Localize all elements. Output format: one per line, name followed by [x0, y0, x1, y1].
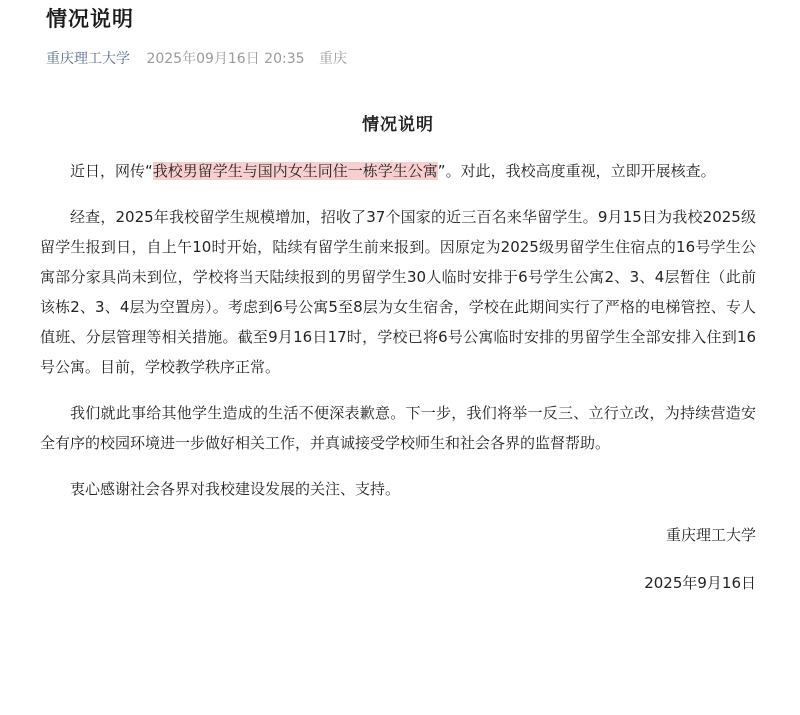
publisher-link[interactable]: 重庆理工大学 [46, 51, 130, 67]
document-title: 情况说明 [362, 115, 434, 135]
publish-datetime: 2025年09月16日 20:35 [146, 51, 305, 67]
paragraph-3: 我们就此事给其他学生造成的生活不便深表歉意。下一步，我们将举一反三、立行立改，为持续营造安全有序的校园环境进一步做好相关工作，并真诚接受学校师生和社会各界的监督帮助。 [40, 404, 756, 452]
article-meta [46, 48, 347, 70]
paragraph-4: 衷心感谢社会各界对我校建设发展的关注、支持。 [70, 480, 401, 498]
paragraph-2: 经查，2025年我校留学生规模增加，招收了37个国家的近三百名来华留学生。9月15日为我校2025级留学生报到日，自上午10时开始，陆续有留学生前来报到。因原定为2025级男留学生住宿点的16号学生公寓部分家具尚未到位，学校将当天陆续报到的男留学生30人临时安排于6号学生公寓2、3、4层暂住（此前该栋2、3、4层为空置房）。考虑到6号公寓5至8层为女生宿舍，学校在此期间实行了严格的电梯管控、专人值班、分层管理等相关措施。截至9月16日17时，学校已将6号公寓临时安排的男留学生全部安排入住到16号公寓。目前，学校教学秩序正常。 [40, 208, 756, 376]
publish-location: 重庆 [318, 51, 347, 67]
paragraph-1 [40, 156, 756, 186]
page-title: 情况说明 [46, 7, 134, 31]
signature-org: 重庆理工大学 [665, 526, 756, 544]
highlighted-quote: 我校男留学生与国内女生同住一栋学生公寓 [152, 162, 438, 180]
signature-date: 2025年9月16日 [644, 574, 756, 592]
paragraph-1-prefix: 近日，网传“ [70, 162, 153, 180]
paragraph-1-suffix: ”。对此，我校高度重视，立即开展核查。 [437, 162, 716, 180]
article-body [40, 110, 756, 598]
